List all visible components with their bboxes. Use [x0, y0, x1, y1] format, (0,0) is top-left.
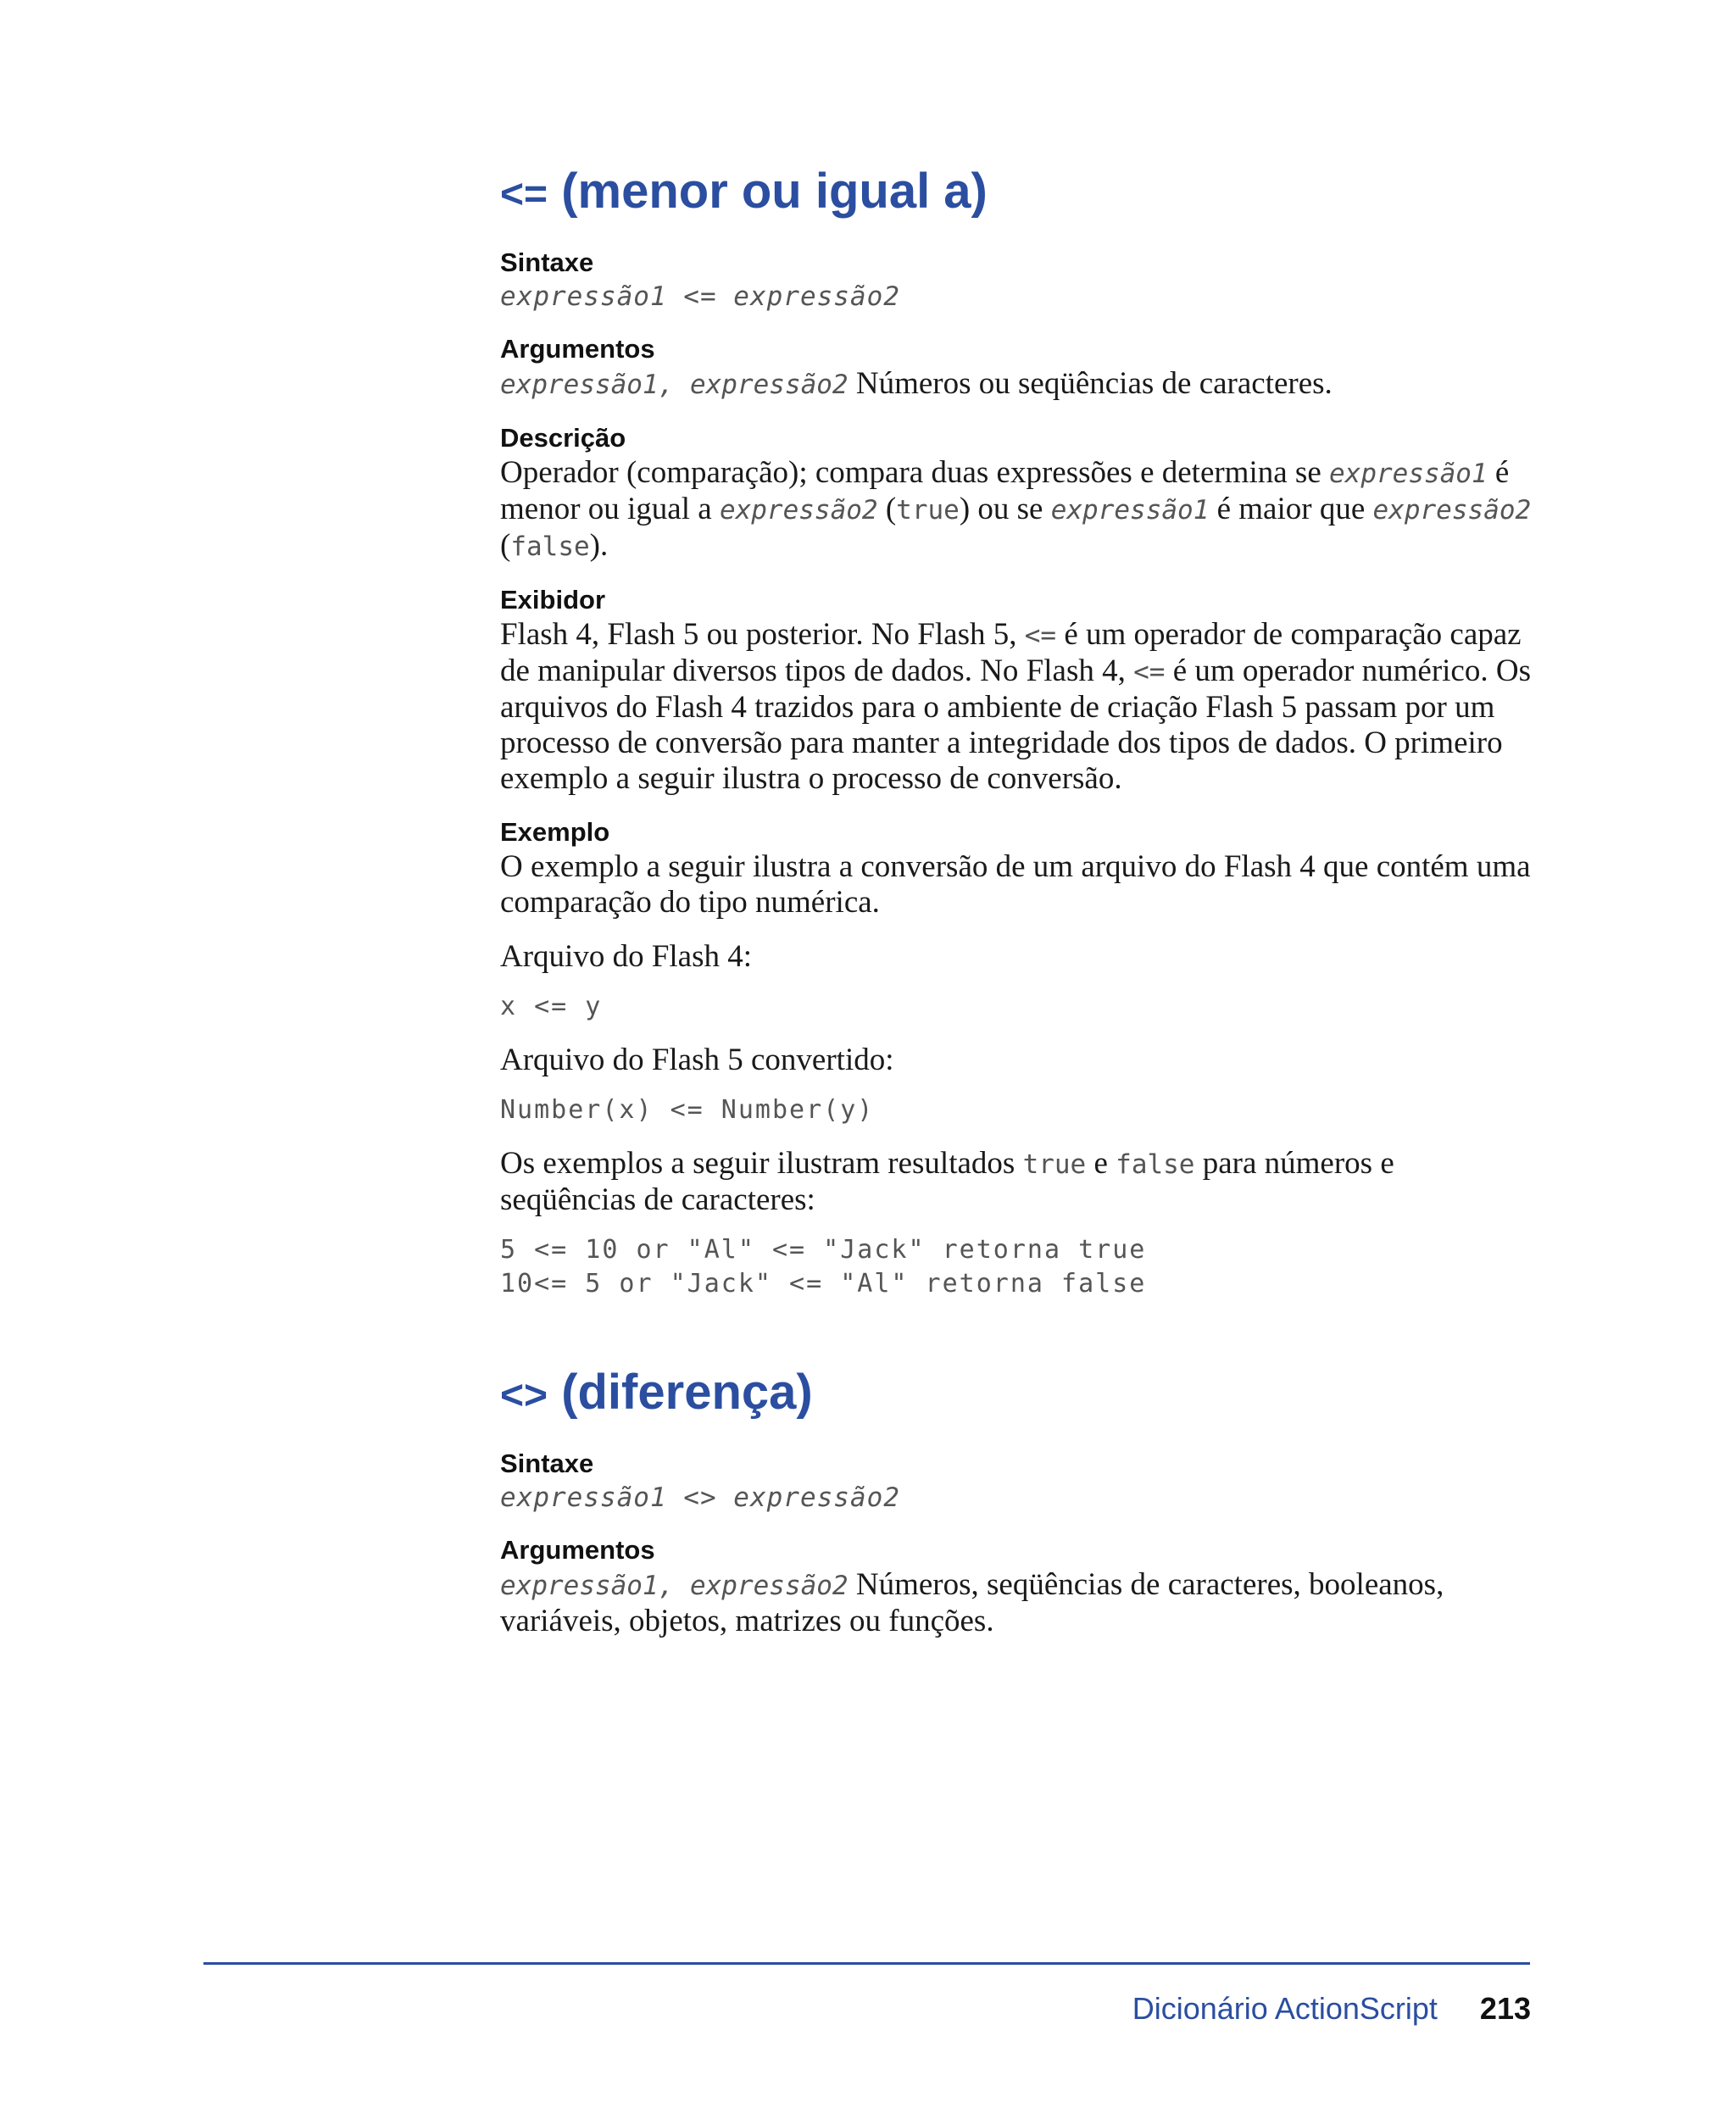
- desc-text: Operador (comparação); compara duas expressões e determina se: [500, 455, 1329, 490]
- results-code-block: [500, 1233, 1534, 1301]
- player-text: Flash 4, Flash 5 ou posterior. No Flash 5,: [500, 617, 1025, 652]
- footer-title: Dicionário ActionScript: [1132, 1991, 1438, 2026]
- desc-text: ).: [589, 528, 609, 563]
- desc-code: expressão2: [1372, 495, 1532, 526]
- section-label-player: Exibidor: [500, 585, 606, 615]
- flash5-label: Arquivo do Flash 5 convertido:: [500, 1043, 894, 1077]
- page-footer: [1132, 1988, 1531, 2029]
- player-text: é um operador de comparação capaz de manipular diversos tipos de dados. No Flash 4,: [500, 617, 1522, 688]
- section-label-arguments: Argumentos: [500, 1535, 655, 1565]
- entry-title-operator: <=: [500, 172, 548, 217]
- results-code: true: [1022, 1149, 1087, 1180]
- results-paragraph: [500, 1146, 1534, 1218]
- desc-code: expressão1: [1050, 495, 1210, 526]
- section-label-arguments: Argumentos: [500, 334, 655, 364]
- desc-text: (: [877, 492, 897, 526]
- example-intro: O exemplo a seguir ilustra a conversão de um arquivo do Flash 4 que contém uma comparação do tipo numérica.: [500, 849, 1531, 920]
- section-label-syntax: Sintaxe: [500, 247, 594, 277]
- player-code: <=: [1024, 620, 1057, 651]
- desc-code: expressão2: [719, 495, 878, 526]
- code-line: 10<= 5 or "Jack" <= "Al" retorna false: [500, 1269, 1147, 1299]
- arguments-code: expressão1, expressão2: [500, 1571, 849, 1601]
- entry-title-less-or-equal: [500, 158, 1534, 229]
- player-text: é um operador numérico. Os arquivos do Flash 4 trazidos para o ambiente de criação Flash 5 passam por um processo de conversão para manter a integridade dos tipos de dados. O primeiro exemplo a seguir ilustra o processo de conversão.: [500, 653, 1531, 796]
- entry-title-text: (diferença): [561, 1365, 813, 1420]
- syntax-code: expressão1 <= expressão2: [500, 281, 900, 312]
- arguments-paragraph: [500, 366, 1534, 403]
- entry-title-text: (menor ou igual a): [561, 164, 988, 219]
- flash4-code: x <= y: [500, 992, 603, 1021]
- results-text: para números e seqüências de caracteres:: [500, 1146, 1394, 1217]
- results-text: Os exemplos a seguir ilustram resultados: [500, 1146, 1023, 1181]
- desc-code: false: [510, 531, 590, 562]
- flash4-label: Arquivo do Flash 4:: [500, 939, 753, 974]
- arguments-code: expressão1, expressão2: [500, 370, 849, 400]
- results-text: e: [1086, 1146, 1116, 1181]
- arguments-text: Números, seqüências de caracteres, booleanos, variáveis, objetos, matrizes ou funções.: [500, 1567, 1444, 1638]
- desc-code: expressão1: [1329, 459, 1488, 489]
- syntax-code: expressão1 <> expressão2: [500, 1482, 900, 1513]
- desc-text: (: [500, 528, 511, 563]
- footer-rule: [203, 1962, 1530, 1965]
- section-label-example: Exemplo: [500, 817, 610, 847]
- player-paragraph: [500, 617, 1534, 797]
- code-line: 5 <= 10 or "Al" <= "Jack" retorna true: [500, 1235, 1147, 1265]
- arguments-text: Números ou seqüências de caracteres.: [848, 366, 1333, 401]
- desc-text: ) ou se: [959, 492, 1051, 526]
- section-label-syntax: Sintaxe: [500, 1449, 594, 1478]
- section-label-description: Descrição: [500, 423, 626, 453]
- description-paragraph: [500, 455, 1534, 565]
- results-code: false: [1116, 1149, 1195, 1180]
- page-number: 213: [1479, 1991, 1531, 2026]
- arguments-paragraph: [500, 1567, 1534, 1639]
- desc-text: é menor ou igual a: [500, 455, 1510, 526]
- page-content: [500, 158, 1534, 1639]
- desc-code: true: [896, 495, 960, 526]
- desc-text: é maior que: [1209, 492, 1373, 526]
- entry-title-not-equal: [500, 1359, 1534, 1430]
- entry-title-operator: <>: [500, 1373, 548, 1418]
- player-code: <=: [1133, 657, 1166, 687]
- flash5-code: Number(x) <= Number(y): [500, 1095, 875, 1125]
